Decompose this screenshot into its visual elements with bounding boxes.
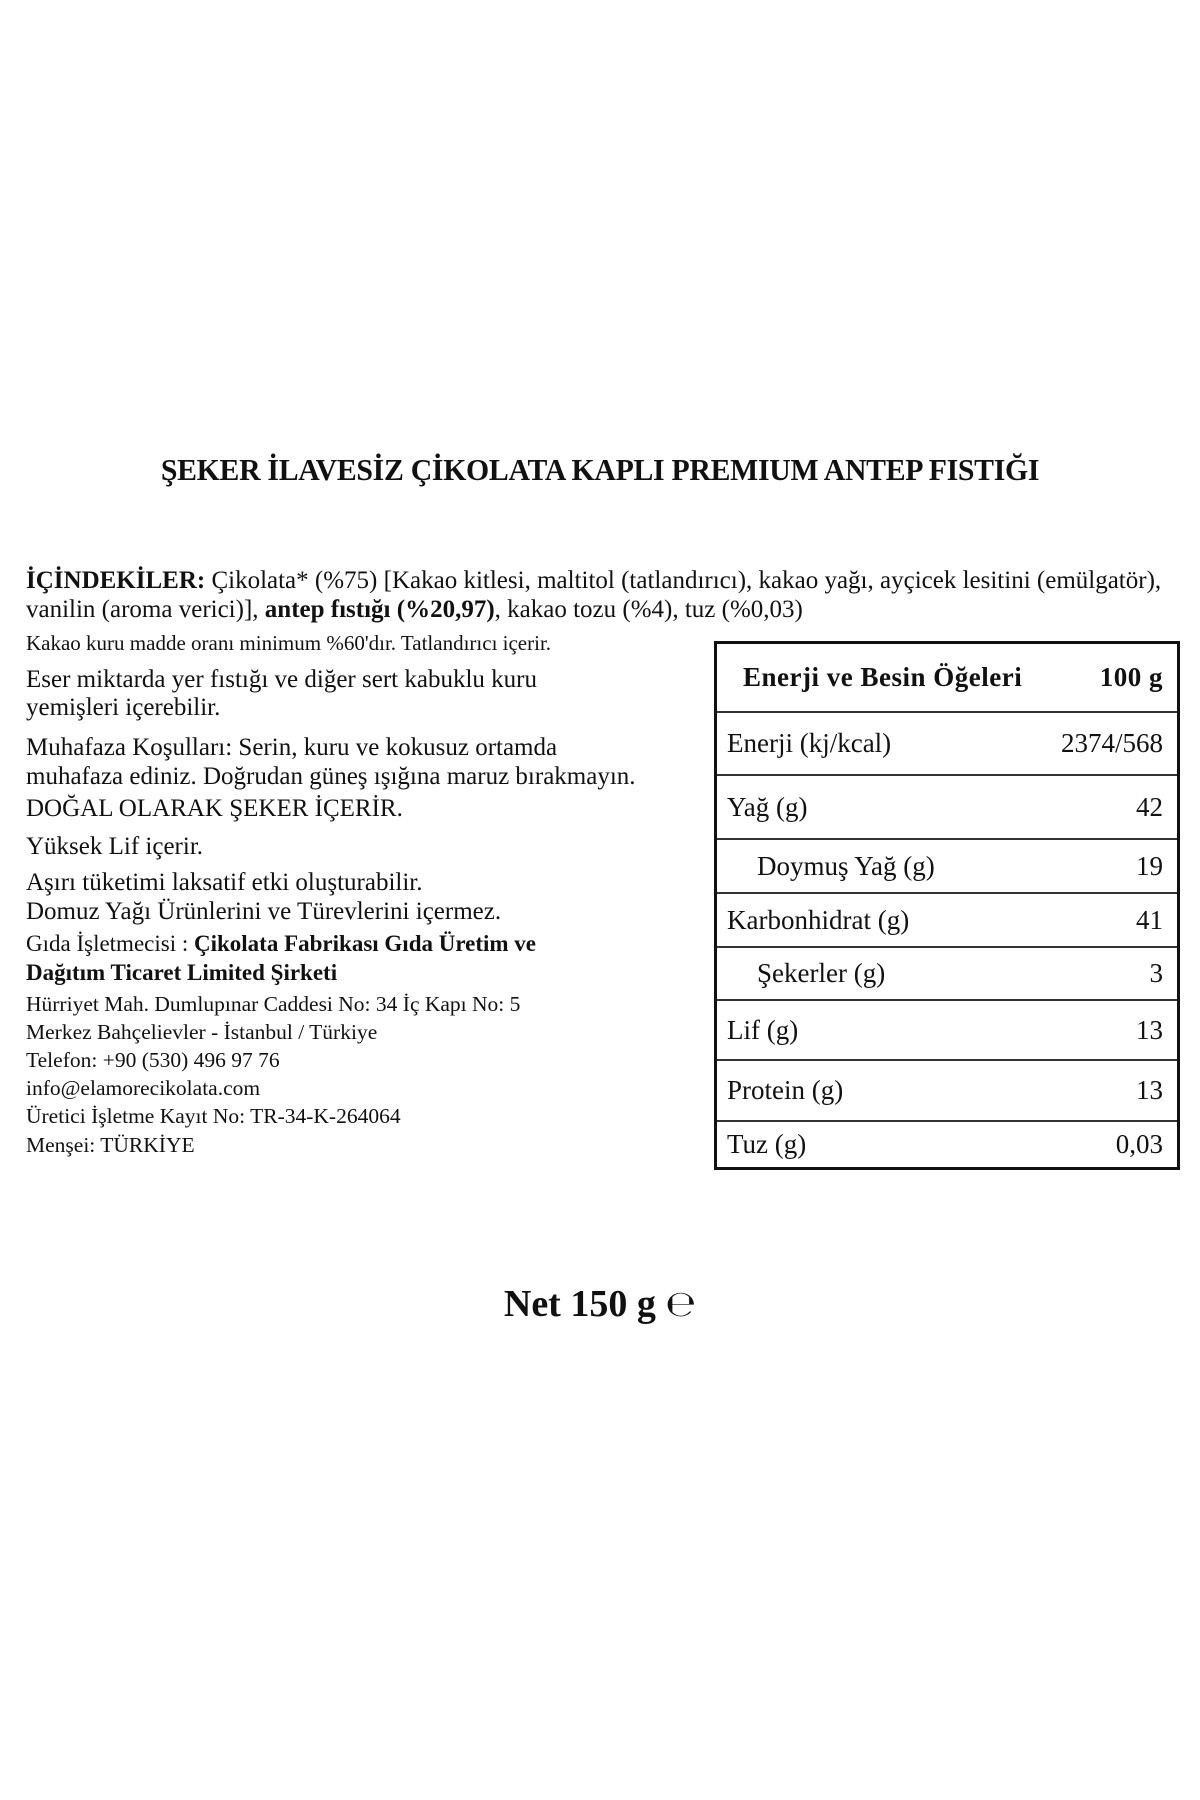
nutrition-row [717,1120,1177,1167]
nutrition-label-carbohydrate: Karbonhidrat (g) [727,904,910,935]
net-weight [0,1282,1200,1326]
nutrition-row [717,1059,1177,1120]
storage-note-line2: muhafaza ediniz. Doğrudan güneş ışığına maruz bırakmayın. [26,763,636,790]
nutrition-row [717,711,1177,774]
allergen-note-line1: Eser miktarda yer fıstığı ve diğer sert kabuklu kuru [26,666,537,693]
product-title: ŞEKER İLAVESİZ ÇİKOLATA KAPLI PREMIUM ANTEP FISTIĞI [160,452,1040,487]
pork-note: Domuz Yağı Ürünlerini ve Türevlerini içermez. [26,898,502,925]
ingredients-text-1: Çikolata* (%75) [Kakao kitlesi, maltitol (tatlandırıcı), kakao yağı, ayçicek lesitini (emülgatör), vanilin (aroma verici)], [26,567,1162,623]
nutrition-label-energy: Enerji (kj/kcal) [727,728,892,758]
nutrition-table [714,641,1180,1170]
nutrition-value-sugars: 3 [1149,958,1163,988]
nutrition-value-carbohydrate: 41 [1136,904,1163,935]
nutrition-label-fat: Yağ (g) [727,791,808,822]
storage-note-line1: Muhafaza Koşulları: Serin, kuru ve kokusuz ortamda [26,734,558,761]
address-line2: Merkez Bahçelievler - İstanbul / Türkiye [26,1020,378,1044]
food-operator-name-1: Çikolata Fabrikası Gıda Üretim ve [194,931,537,956]
address-line1: Hürriyet Mah. Dumlupınar Caddesi No: 34 İç Kapı No: 5 [26,992,521,1016]
nutrition-label-protein: Protein (g) [727,1075,844,1105]
origin: Menşei: TÜRKİYE [26,1133,195,1157]
ingredients-paragraph [26,566,1186,624]
nutrition-label-saturated-fat: Doymuş Yağ (g) [757,850,935,881]
phone: Telefon: +90 (530) 496 97 76 [26,1048,280,1072]
estimated-sign-icon: ℮ [665,1284,697,1325]
nutrition-header-value: 100 g [1099,662,1163,692]
nutrition-header-label: Enerji ve Besin Öğeleri [743,662,1023,692]
nutrition-header-row [717,644,1177,711]
food-operator [26,931,536,957]
nutrition-row [717,838,1177,892]
nutrition-row [717,999,1177,1059]
nutrition-row [717,892,1177,946]
nutrition-label-fiber: Lif (g) [727,1014,799,1045]
food-operator-label: Gıda İşletmecisi : [26,931,194,956]
laxative-note: Aşırı tüketimi laksatif etki oluşturabilir. [26,869,423,896]
nutrition-value-protein: 13 [1136,1075,1163,1105]
nutrition-value-saturated-fat: 19 [1136,850,1163,881]
ingredients-label: İÇİNDEKİLER: [26,567,206,594]
nutrition-value-fiber: 13 [1136,1014,1163,1045]
ingredients-pistachio: antep fıstığı (%20,97) [264,596,495,623]
fiber-note: Yüksek Lif içerir. [26,833,204,860]
cocoa-note: Kakao kuru madde oranı minimum %60'dır. Tatlandırıcı içerir. [26,631,552,655]
registration-number: Üretici İşletme Kayıt No: TR-34-K-264064 [26,1104,401,1128]
natural-sugar-note: DOĞAL OLARAK ŞEKER İÇERİR. [26,795,403,822]
nutrition-row [717,774,1177,838]
nutrition-label-salt: Tuz (g) [727,1129,807,1159]
nutrition-label-sugars: Şekerler (g) [757,958,886,988]
allergen-note-line2: yemişleri içerebilir. [26,694,221,721]
nutrition-value-energy: 2374/568 [1060,728,1163,758]
email: info@elamorecikolata.com [26,1076,261,1100]
ingredients-text-2: , kakao tozu (%4), tuz (%0,03) [494,596,803,623]
net-weight-label: Net 150 g [503,1283,656,1325]
nutrition-value-salt: 0,03 [1115,1129,1163,1159]
food-operator-name-2: Dağıtım Ticaret Limited Şirketi [26,960,338,985]
nutrition-value-fat: 42 [1136,791,1163,822]
nutrition-row [717,946,1177,999]
